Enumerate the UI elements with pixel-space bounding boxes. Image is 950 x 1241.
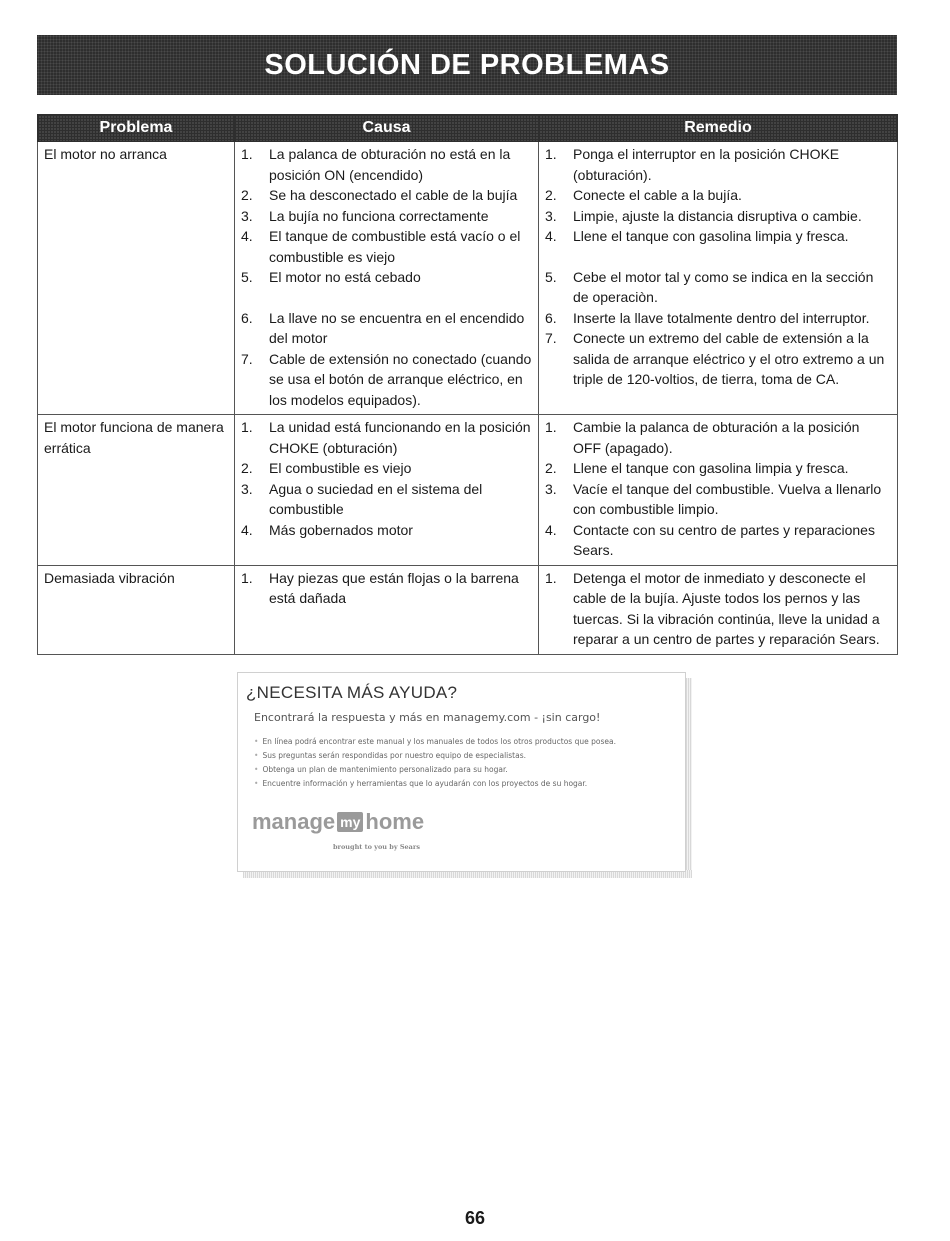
list-item — [545, 308, 891, 329]
problem-cell: Demasiada vibración — [38, 565, 235, 654]
item-text: Llene el tanque con gasolina limpia y fresca. — [573, 460, 849, 476]
remedy-cell — [539, 565, 898, 654]
list-item: • Obtenga un plan de mantenimiento personalizado para su hogar. — [254, 763, 616, 777]
item-number: 1. — [545, 419, 557, 435]
help-title: ¿NECESITA MÁS AYUDA? — [246, 683, 458, 702]
item-number: 1. — [241, 569, 253, 586]
list-item — [241, 458, 532, 479]
item-text: Inserte la llave totalmente dentro del interruptor. — [573, 309, 870, 326]
list-item — [545, 206, 891, 227]
header-problema: Problema — [38, 115, 235, 142]
troubleshooting-table — [37, 114, 898, 655]
problem-cell: El motor no arranca — [38, 142, 235, 415]
item-number: 6. — [545, 309, 557, 326]
cause-cell — [235, 415, 539, 566]
help-box — [237, 672, 686, 872]
item-text: Vacíe el tanque del combustible. Vuelva a llenarlo con combustible limpio. — [573, 480, 882, 517]
help-subtitle: Encontrará la respuesta y más en managemy.com - ¡sin cargo! — [254, 711, 601, 724]
list-item — [545, 458, 891, 479]
list-item — [241, 185, 532, 206]
list-item — [241, 568, 532, 609]
page-banner — [37, 35, 897, 95]
item-text: Cambie la palanca de obturación a la posición OFF (apagado). — [573, 419, 860, 456]
list-item — [241, 144, 532, 185]
item-number: 1. — [545, 569, 557, 586]
item-text: Detenga el motor de inmediato y desconecte el cable de la bujía. Ajuste todos los pernos y las tuercas. Si la vibración continúa, lleve la unidad a reparar a un centro de partes y reparación Sears. — [573, 569, 880, 647]
item-number: 4. — [241, 228, 253, 244]
item-number: 1. — [241, 419, 253, 435]
item-number: 3. — [545, 207, 557, 224]
item-number: 4. — [545, 228, 557, 244]
item-text: El tanque de combustible está vacío o el combustible es viejo — [269, 228, 521, 265]
item-number: 2. — [545, 187, 557, 203]
list-item — [241, 267, 532, 288]
list-item — [545, 520, 891, 561]
remedy-cell — [539, 142, 898, 415]
header-remedio: Remedio — [539, 115, 898, 142]
header-causa: Causa — [235, 115, 539, 142]
page-title: SOLUCIÓN DE PROBLEMAS — [264, 48, 670, 81]
list-item — [545, 479, 891, 520]
item-number: 6. — [241, 309, 253, 326]
list-item: • En línea podrá encontrar este manual y los manuales de todos los otros productos que posea. — [254, 735, 616, 749]
item-text: Cable de extensión no conectado (cuando se usa el botón de arranque eléctrico, en los modelos equipados). — [269, 350, 532, 408]
item-number: 2. — [545, 460, 557, 476]
list-item — [545, 328, 891, 390]
list-item — [545, 267, 891, 308]
problem-cell: El motor funciona de manera errática — [38, 415, 235, 566]
item-number: 1. — [545, 146, 557, 162]
list-item — [241, 206, 532, 227]
item-text: El motor no está cebado — [269, 269, 421, 285]
list-item — [545, 417, 891, 458]
item-text: Cebe el motor tal y como se indica en la sección de operaciòn. — [573, 268, 874, 305]
item-text: Se ha desconectado el cable de la bujía — [269, 187, 518, 203]
item-text: Agua o suciedad en el sistema del combustible — [269, 480, 483, 517]
list-item — [241, 308, 532, 349]
logo-tagline: brought to you by Sears — [333, 843, 420, 851]
item-text: Llene el tanque con gasolina limpia y fresca. — [573, 228, 849, 244]
remedy-cell — [539, 415, 898, 566]
item-number: 5. — [545, 268, 557, 285]
list-item — [545, 568, 891, 650]
item-number: 5. — [241, 269, 253, 285]
item-number: 1. — [241, 146, 253, 162]
item-text: Conecte el cable a la bujía. — [573, 187, 742, 203]
list-item — [241, 226, 532, 267]
list-item: • Encuentre información y herramientas que lo ayudarán con los proyectos de su hogar. — [254, 777, 616, 791]
cause-cell — [235, 142, 539, 415]
item-text: La palanca de obturación no está en la posición ON (encendido) — [269, 146, 511, 183]
list-item — [241, 520, 532, 541]
item-text: Hay piezas que están flojas o la barrena está dañada — [269, 569, 519, 606]
item-number: 4. — [241, 521, 253, 538]
list-item: • Sus preguntas serán respondidas por nuestro equipo de especialistas. — [254, 749, 616, 763]
table-row — [38, 415, 898, 566]
item-number: 3. — [241, 480, 253, 497]
list-item — [545, 144, 891, 185]
item-text: La llave no se encuentra en el encendido del motor — [269, 309, 525, 346]
item-number: 3. — [545, 480, 557, 497]
item-number: 3. — [241, 207, 253, 224]
table-row — [38, 565, 898, 654]
logo-part: my — [337, 812, 363, 832]
logo-part: manage — [252, 809, 336, 834]
item-number: 7. — [241, 350, 253, 367]
table-row — [38, 142, 898, 415]
item-text: Más gobernados motor — [269, 521, 413, 538]
page-number: 66 — [464, 1208, 486, 1228]
item-number: 4. — [545, 521, 557, 538]
table-header-row — [38, 115, 898, 142]
help-bullet-list — [254, 735, 616, 791]
list-item — [545, 226, 891, 247]
item-number: 2. — [241, 187, 253, 203]
list-item — [241, 479, 532, 520]
logo-part: home — [365, 809, 425, 834]
item-number: 7. — [545, 330, 557, 346]
item-text: La unidad está funcionando en la posición CHOKE (obturación) — [269, 419, 531, 456]
item-text: El combustible es viejo — [269, 460, 412, 476]
item-text: Contacte con su centro de partes y reparaciones Sears. — [573, 521, 875, 558]
list-item — [545, 185, 891, 206]
item-text: Ponga el interruptor en la posición CHOKE (obturación). — [573, 146, 840, 183]
item-text: Conecte un extremo del cable de extensión a la salida de arranque eléctrico y el otro extremo a un triple de 120-voltios, de tierra, toma de CA. — [573, 330, 885, 387]
list-item — [241, 349, 532, 411]
managemyhome-logo — [252, 809, 424, 835]
item-number: 2. — [241, 460, 253, 476]
item-text: La bujía no funciona correctamente — [269, 207, 489, 224]
list-item — [241, 417, 532, 458]
item-text: Limpie, ajuste la distancia disruptiva o cambie. — [573, 207, 862, 224]
cause-cell — [235, 565, 539, 654]
